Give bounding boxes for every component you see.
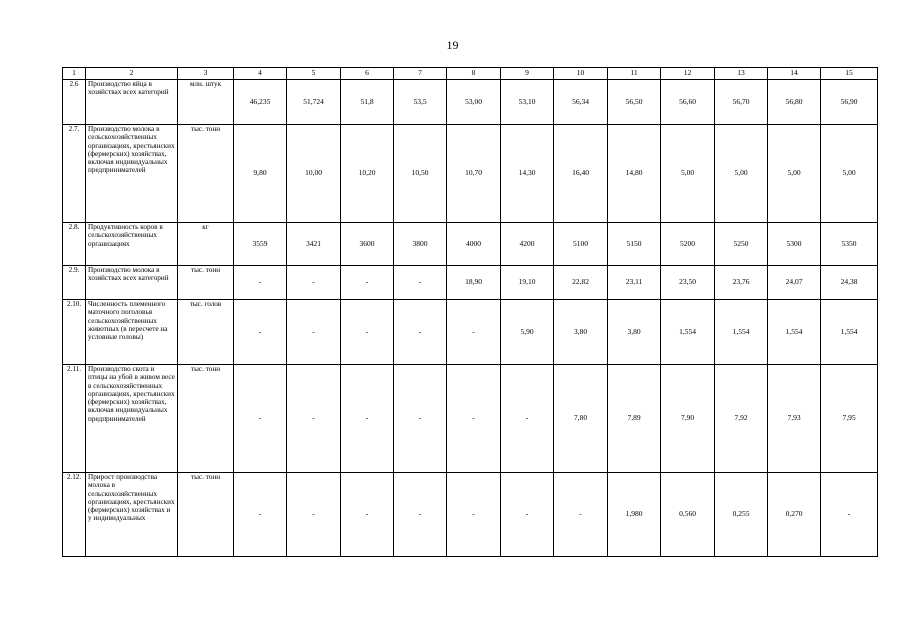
value-cell: - <box>287 473 341 557</box>
value-cell: - <box>394 300 447 365</box>
column-header: 8 <box>447 68 501 80</box>
value-cell: 3600 <box>341 223 394 266</box>
value-cell: 5150 <box>608 223 661 266</box>
value-cell: - <box>394 365 447 473</box>
value-cell: 9,80 <box>234 125 287 223</box>
value-cell: 5200 <box>661 223 715 266</box>
value-cell: 53,10 <box>501 80 554 125</box>
value-cell: 53,00 <box>447 80 501 125</box>
unit-cell: тыс. тонн <box>178 473 234 557</box>
value-cell: 46,235 <box>234 80 287 125</box>
value-cell: 16,40 <box>554 125 608 223</box>
value-cell: 3,80 <box>554 300 608 365</box>
table-row <box>63 80 878 125</box>
value-cell: 18,90 <box>447 266 501 300</box>
value-cell: 1,554 <box>821 300 878 365</box>
row-number-cell: 2.12. <box>63 473 86 557</box>
value-cell: 5350 <box>821 223 878 266</box>
unit-cell: тыс. тонн <box>178 365 234 473</box>
table-row <box>63 223 878 266</box>
value-cell: 56,34 <box>554 80 608 125</box>
column-header: 7 <box>394 68 447 80</box>
indicator-name-cell: Производство молока в хозяйствах всех категорий <box>86 266 178 300</box>
value-cell: - <box>554 473 608 557</box>
column-header: 10 <box>554 68 608 80</box>
value-cell: 56,90 <box>821 80 878 125</box>
value-cell: 5300 <box>768 223 821 266</box>
value-cell: - <box>341 365 394 473</box>
value-cell: 7,92 <box>715 365 768 473</box>
data-table <box>62 67 878 557</box>
value-cell: - <box>287 365 341 473</box>
indicator-name-cell: Прирост производства молока в сельскохозяйственных организациях, крестьянских (фермерских) хозяйствах и у индивидуальных <box>86 473 178 557</box>
indicator-name-cell: Производство яйца в хозяйствах всех категорий <box>86 80 178 125</box>
value-cell: - <box>394 266 447 300</box>
value-cell: 5250 <box>715 223 768 266</box>
value-cell: - <box>394 473 447 557</box>
row-number-cell: 2.10. <box>63 300 86 365</box>
column-header: 3 <box>178 68 234 80</box>
value-cell: 1,980 <box>608 473 661 557</box>
value-cell: - <box>287 266 341 300</box>
row-number-cell: 2.6 <box>63 80 86 125</box>
table-row <box>63 266 878 300</box>
column-header: 6 <box>341 68 394 80</box>
indicator-name-cell: Продуктивность коров в сельскохозяйственных организациях <box>86 223 178 266</box>
value-cell: - <box>287 300 341 365</box>
value-cell: 5,90 <box>501 300 554 365</box>
value-cell: 56,80 <box>768 80 821 125</box>
value-cell: 5,00 <box>661 125 715 223</box>
value-cell: 10,20 <box>341 125 394 223</box>
value-cell: - <box>341 266 394 300</box>
value-cell: 10,50 <box>394 125 447 223</box>
column-header: 4 <box>234 68 287 80</box>
value-cell: 3559 <box>234 223 287 266</box>
table-row <box>63 125 878 223</box>
column-header: 12 <box>661 68 715 80</box>
value-cell: - <box>447 473 501 557</box>
column-header: 9 <box>501 68 554 80</box>
column-header: 14 <box>768 68 821 80</box>
value-cell: - <box>234 300 287 365</box>
value-cell: - <box>234 365 287 473</box>
value-cell: 19,10 <box>501 266 554 300</box>
row-number-cell: 2.7. <box>63 125 86 223</box>
value-cell: 0,270 <box>768 473 821 557</box>
row-number-cell: 2.11. <box>63 365 86 473</box>
value-cell: 51,8 <box>341 80 394 125</box>
value-cell: 7,89 <box>608 365 661 473</box>
indicator-name-cell: Производство молока в сельскохозяйственных организациях, крестьянских (фермерских) хозяйствах, включая индивидуальных предпринимателей <box>86 125 178 223</box>
unit-cell: тыс. голов <box>178 300 234 365</box>
unit-cell: тыс. тонн <box>178 125 234 223</box>
column-header: 11 <box>608 68 661 80</box>
value-cell: - <box>341 473 394 557</box>
value-cell: 7,93 <box>768 365 821 473</box>
value-cell: 5100 <box>554 223 608 266</box>
value-cell: - <box>821 473 878 557</box>
table-row <box>63 473 878 557</box>
value-cell: 51,724 <box>287 80 341 125</box>
value-cell: 23,76 <box>715 266 768 300</box>
unit-cell: млн. штук <box>178 80 234 125</box>
row-number-cell: 2.9. <box>63 266 86 300</box>
value-cell: 7,90 <box>661 365 715 473</box>
value-cell: 56,70 <box>715 80 768 125</box>
header-row <box>63 68 878 80</box>
value-cell: 3421 <box>287 223 341 266</box>
value-cell: - <box>234 473 287 557</box>
value-cell: 5,00 <box>821 125 878 223</box>
column-header: 13 <box>715 68 768 80</box>
value-cell: 1,554 <box>661 300 715 365</box>
value-cell: 24,07 <box>768 266 821 300</box>
column-header: 15 <box>821 68 878 80</box>
value-cell: 7,95 <box>821 365 878 473</box>
value-cell: 56,50 <box>608 80 661 125</box>
value-cell: 24,38 <box>821 266 878 300</box>
value-cell: 1,554 <box>715 300 768 365</box>
value-cell: - <box>447 365 501 473</box>
table-row <box>63 300 878 365</box>
unit-cell: тыс. тонн <box>178 266 234 300</box>
value-cell: 23,50 <box>661 266 715 300</box>
value-cell: 4200 <box>501 223 554 266</box>
column-header: 1 <box>63 68 86 80</box>
value-cell: - <box>501 473 554 557</box>
value-cell: 10,00 <box>287 125 341 223</box>
table-row <box>63 365 878 473</box>
value-cell: 22,82 <box>554 266 608 300</box>
column-header: 5 <box>287 68 341 80</box>
value-cell: - <box>501 365 554 473</box>
page-number: 19 <box>446 38 459 52</box>
value-cell: 4000 <box>447 223 501 266</box>
value-cell: 5,00 <box>768 125 821 223</box>
row-number-cell: 2.8. <box>63 223 86 266</box>
value-cell: 53,5 <box>394 80 447 125</box>
value-cell: 1,554 <box>768 300 821 365</box>
value-cell: 56,60 <box>661 80 715 125</box>
value-cell: - <box>447 300 501 365</box>
indicator-name-cell: Численность племенного маточного поголовья сельскохозяйственных животных (в пересчете на условные головы) <box>86 300 178 365</box>
value-cell: - <box>234 266 287 300</box>
value-cell: 7,80 <box>554 365 608 473</box>
value-cell: 0,255 <box>715 473 768 557</box>
unit-cell: кг <box>178 223 234 266</box>
value-cell: 14,80 <box>608 125 661 223</box>
value-cell: 10,70 <box>447 125 501 223</box>
value-cell: 3,80 <box>608 300 661 365</box>
value-cell: 0,560 <box>661 473 715 557</box>
column-header: 2 <box>86 68 178 80</box>
value-cell: 5,00 <box>715 125 768 223</box>
value-cell: 23,11 <box>608 266 661 300</box>
value-cell: 3800 <box>394 223 447 266</box>
value-cell: 14,30 <box>501 125 554 223</box>
indicator-name-cell: Производство скота и птицы на убой в живом весе в сельскохозяйственных организациях, крестьянских (фермерских) хозяйствах, включая индивидуальных предпринимателей <box>86 365 178 473</box>
value-cell: - <box>341 300 394 365</box>
